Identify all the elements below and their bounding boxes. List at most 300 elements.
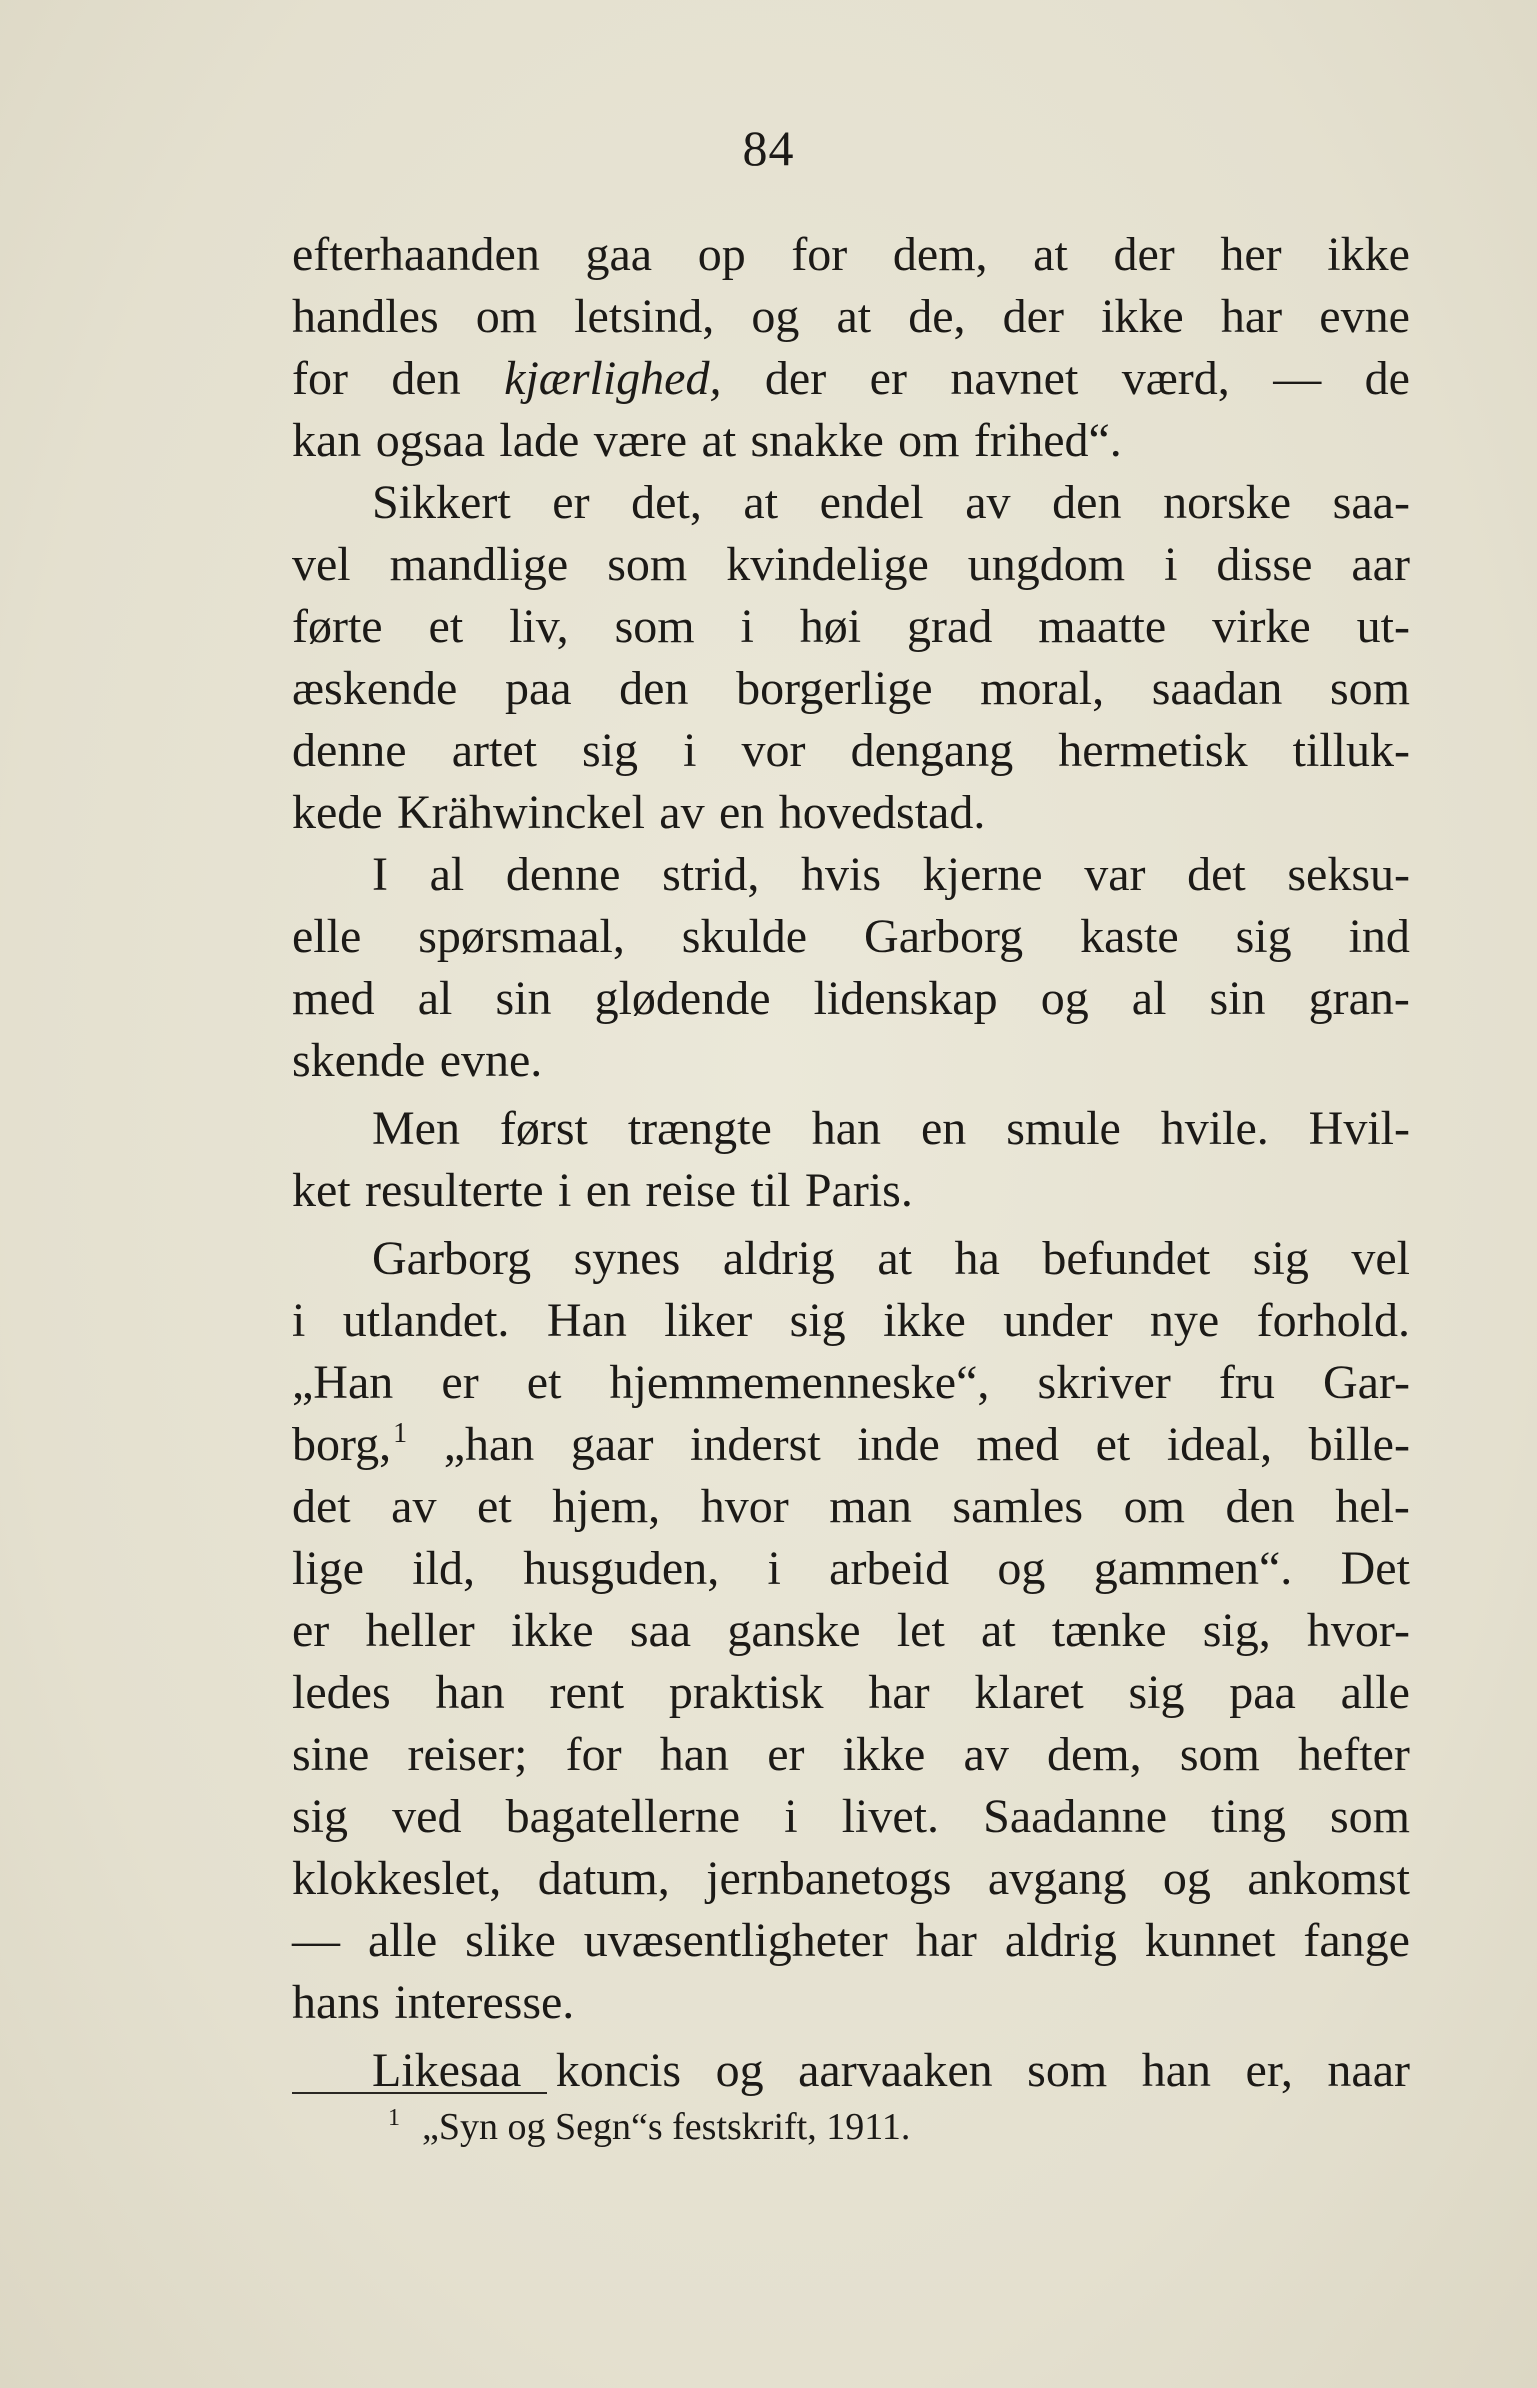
word-text: i xyxy=(558,1164,572,1217)
word xyxy=(660,1724,729,1786)
word-text: med xyxy=(976,1418,1060,1471)
word-text: hjem, xyxy=(552,1480,661,1533)
word-text: op xyxy=(697,228,746,281)
word xyxy=(392,1786,461,1848)
word-text: ut- xyxy=(1356,600,1410,653)
word xyxy=(292,906,361,968)
word-text: om xyxy=(475,290,538,343)
word xyxy=(1309,1414,1410,1476)
word-text: fru xyxy=(1218,1356,1275,1409)
word-text: om xyxy=(1123,1480,1185,1533)
word-text: klaret xyxy=(974,1666,1084,1719)
word xyxy=(719,782,764,844)
word xyxy=(412,1538,475,1600)
word-text: dengang xyxy=(850,724,1014,777)
word-text: og xyxy=(1040,972,1089,1025)
footnote-marker: 1 xyxy=(388,2105,400,2131)
word-text: maatte xyxy=(1038,600,1167,653)
word-text: av xyxy=(965,476,1011,529)
word-text: som xyxy=(1027,2044,1108,2097)
word-text: har xyxy=(1220,290,1283,343)
word xyxy=(1145,1910,1276,1972)
word xyxy=(292,658,457,720)
word-text: en xyxy=(920,1102,967,1155)
word xyxy=(1216,534,1312,596)
word xyxy=(751,286,799,348)
word-text: bille- xyxy=(1308,1418,1410,1471)
word-text: sig xyxy=(1235,910,1292,963)
word-text: — xyxy=(1273,352,1322,405)
word-text: dem, xyxy=(892,228,988,281)
word-text: for xyxy=(292,352,348,405)
word-text: er xyxy=(767,1728,805,1781)
word xyxy=(552,472,589,534)
word xyxy=(1080,906,1179,968)
word xyxy=(610,1352,990,1414)
word-text: norske xyxy=(1163,476,1292,529)
word xyxy=(292,1972,380,2034)
word xyxy=(1047,1724,1142,1786)
text-line xyxy=(292,1414,1410,1476)
word xyxy=(1323,1352,1410,1414)
word-text: her xyxy=(1220,228,1282,281)
word xyxy=(607,534,687,596)
word-text: tilluk- xyxy=(1292,724,1410,777)
word-text: i xyxy=(683,724,697,777)
word xyxy=(292,596,383,658)
word-text: resulterte xyxy=(365,1164,544,1217)
word xyxy=(550,1662,625,1724)
word xyxy=(1257,1290,1410,1352)
word xyxy=(974,1662,1083,1724)
word-text: paa xyxy=(1229,1666,1296,1719)
word-text: de xyxy=(1364,352,1410,405)
word xyxy=(292,968,375,1030)
word-text: er xyxy=(441,1356,479,1409)
word-text: som xyxy=(614,600,695,653)
word-text: Garborg xyxy=(372,1232,532,1285)
word xyxy=(791,224,847,286)
word-text: hefter xyxy=(1298,1728,1410,1781)
word xyxy=(292,286,439,348)
word xyxy=(965,472,1010,534)
word xyxy=(552,1476,660,1538)
word-text: gammen“. xyxy=(1093,1542,1293,1595)
word xyxy=(1211,1786,1286,1848)
word xyxy=(527,1352,562,1414)
text-line xyxy=(292,224,1410,286)
text-line xyxy=(292,1030,1410,1092)
word-text: i xyxy=(784,1790,798,1843)
word xyxy=(706,1848,951,1910)
word xyxy=(716,2040,764,2102)
word-text: der xyxy=(1113,228,1175,281)
word-text: kan xyxy=(292,414,362,467)
word xyxy=(505,658,572,720)
word-text: utlandet. xyxy=(342,1294,510,1347)
word xyxy=(952,1476,1083,1538)
word xyxy=(292,348,348,410)
word xyxy=(812,1098,881,1160)
word xyxy=(1058,720,1247,782)
word xyxy=(585,224,652,286)
word-text: en xyxy=(585,1164,632,1217)
word-text: ting xyxy=(1211,1790,1286,1843)
word xyxy=(1203,1600,1271,1662)
footnote xyxy=(388,2102,910,2152)
word-text: Paris. xyxy=(804,1164,913,1217)
word-text: han xyxy=(659,1728,730,1781)
word xyxy=(921,1098,966,1160)
word-text: at xyxy=(701,414,737,467)
word xyxy=(495,968,551,1030)
word xyxy=(645,1160,736,1222)
word-text: at xyxy=(1033,228,1068,281)
word-text: aar xyxy=(1351,538,1410,591)
word-text: sig xyxy=(1252,1232,1309,1285)
word xyxy=(893,224,988,286)
word xyxy=(664,1290,752,1352)
word xyxy=(418,906,625,968)
word-text: hvis xyxy=(801,848,882,901)
word-text: kjerne xyxy=(922,848,1043,901)
word xyxy=(1246,2040,1293,2102)
word-text: — xyxy=(292,1914,340,1967)
word-text: evne xyxy=(1319,290,1410,343)
word xyxy=(726,534,929,596)
word xyxy=(1309,968,1410,1030)
word xyxy=(292,1848,501,1910)
word xyxy=(742,720,806,782)
word xyxy=(584,1910,888,1972)
word-text: hovedstad. xyxy=(778,786,986,839)
word xyxy=(968,534,1125,596)
word xyxy=(1307,1600,1410,1662)
word xyxy=(1052,1600,1167,1662)
word xyxy=(429,596,464,658)
word xyxy=(500,1098,588,1160)
text-line xyxy=(292,968,1410,1030)
word xyxy=(1327,2040,1410,2102)
word-text: sig xyxy=(789,1294,846,1347)
word-text: og xyxy=(1162,1852,1211,1905)
word-text: den xyxy=(1225,1480,1295,1533)
word-text: det xyxy=(1187,848,1246,901)
word xyxy=(372,1098,460,1160)
word-text: hvor xyxy=(700,1480,789,1533)
word xyxy=(877,1228,912,1290)
word-text: saa xyxy=(629,1604,692,1657)
word-text: gran- xyxy=(1308,972,1410,1025)
word-text: der xyxy=(764,352,827,405)
body-text xyxy=(292,224,1410,2102)
word-text: han xyxy=(435,1666,505,1719)
word-text: en xyxy=(719,786,765,839)
word xyxy=(1341,1538,1410,1600)
text-line xyxy=(292,596,1410,658)
word-text: kjærlighed, xyxy=(504,352,722,405)
word xyxy=(1124,1476,1185,1538)
word-text: skriver xyxy=(1037,1356,1171,1409)
word-text: det, xyxy=(631,476,702,529)
word-text: Hvil- xyxy=(1308,1102,1410,1155)
word xyxy=(1042,1228,1210,1290)
word xyxy=(465,1910,556,1972)
word xyxy=(430,844,465,906)
word-text: ogsaa xyxy=(375,414,485,467)
word xyxy=(444,1414,535,1476)
word-text: i xyxy=(292,1294,306,1347)
word xyxy=(784,1786,797,1848)
word xyxy=(292,1538,364,1600)
word xyxy=(1084,844,1145,906)
word-text: Garborg xyxy=(864,910,1024,963)
word-text: kaste xyxy=(1080,910,1179,963)
word xyxy=(292,1476,351,1538)
word xyxy=(595,968,771,1030)
word-text: man xyxy=(829,1480,912,1533)
word-text: de, xyxy=(908,290,966,343)
word-text: moral, xyxy=(980,662,1105,715)
word xyxy=(571,1414,654,1476)
word-text: tænke xyxy=(1051,1604,1167,1657)
word-text: ind xyxy=(1348,910,1410,963)
word-text: handles xyxy=(292,290,439,343)
word xyxy=(851,720,1014,782)
word xyxy=(1038,596,1166,658)
word-text: og xyxy=(997,1542,1046,1595)
word xyxy=(1247,1848,1410,1910)
word xyxy=(1096,1414,1131,1476)
word-text: ungdom xyxy=(967,538,1126,591)
word-text: hvor- xyxy=(1306,1604,1410,1657)
word-text: ikke xyxy=(883,1294,966,1347)
word-text: frihed“. xyxy=(973,414,1122,467)
word-text: var xyxy=(1084,848,1146,901)
word-text: liv, xyxy=(509,600,569,653)
word-text: ankomst xyxy=(1247,1852,1410,1905)
word xyxy=(594,410,687,472)
word xyxy=(292,1030,425,1092)
word xyxy=(523,1538,719,1600)
word-text: snakke xyxy=(750,414,884,467)
word-text: fange xyxy=(1303,1914,1410,1967)
word xyxy=(506,844,621,906)
word-text: vel xyxy=(292,538,351,591)
word xyxy=(343,1290,510,1352)
word xyxy=(452,720,537,782)
word xyxy=(397,782,645,844)
word-text: skende xyxy=(292,1034,426,1087)
word xyxy=(1298,1724,1410,1786)
word xyxy=(750,1160,790,1222)
word-text: I xyxy=(372,848,388,901)
word xyxy=(988,1848,1127,1910)
word-text: livet. xyxy=(841,1790,939,1843)
word xyxy=(566,1724,622,1786)
word xyxy=(798,2040,993,2102)
word xyxy=(372,1228,531,1290)
word-text: ved xyxy=(392,1790,462,1843)
word xyxy=(394,1972,574,2034)
text-line xyxy=(292,472,1410,534)
word-text: er xyxy=(552,476,590,529)
word-text: praktisk xyxy=(668,1666,824,1719)
word-text: har xyxy=(915,1914,977,1967)
word xyxy=(669,1662,824,1724)
word xyxy=(1152,658,1283,720)
word xyxy=(1187,844,1246,906)
text-line xyxy=(292,410,1410,472)
word-text: interesse. xyxy=(394,1976,575,2029)
word-text: den xyxy=(1052,476,1122,529)
word-text: inderst xyxy=(690,1418,821,1471)
word-text: han xyxy=(1141,2044,1211,2097)
word xyxy=(1038,1352,1171,1414)
word-text: navnet xyxy=(950,352,1079,405)
word xyxy=(662,844,759,906)
word-text: vel xyxy=(1351,1232,1410,1285)
word xyxy=(743,472,778,534)
word xyxy=(1319,286,1410,348)
word xyxy=(292,720,407,782)
word-text: aldrig xyxy=(722,1232,835,1285)
word-text: med xyxy=(292,972,375,1025)
word-text: al xyxy=(429,848,465,901)
word-text: at xyxy=(981,1604,1016,1657)
word xyxy=(1003,286,1064,348)
text-line xyxy=(292,906,1410,968)
word xyxy=(870,348,907,410)
word-text: efterhaanden xyxy=(292,228,540,281)
word xyxy=(898,410,959,472)
word-text: og xyxy=(715,2044,764,2097)
word xyxy=(391,348,460,410)
word-text: kunnet xyxy=(1144,1914,1276,1967)
word xyxy=(1365,348,1410,410)
word-text: lidenskap xyxy=(813,972,998,1025)
word xyxy=(829,1476,912,1538)
word-text: reiser; xyxy=(407,1728,528,1781)
word xyxy=(701,1476,789,1538)
text-line xyxy=(292,348,1410,410)
word-text: ideal, xyxy=(1166,1418,1273,1471)
word-text: arbeid xyxy=(829,1542,950,1595)
word xyxy=(1163,472,1291,534)
word-text: borg, xyxy=(292,1418,392,1471)
word xyxy=(923,844,1043,906)
word xyxy=(619,658,688,720)
word xyxy=(538,1848,670,1910)
word xyxy=(1094,1538,1293,1600)
word xyxy=(372,844,388,906)
word xyxy=(976,1414,1059,1476)
word xyxy=(1351,1228,1410,1290)
word-text: sig xyxy=(1128,1666,1185,1719)
word xyxy=(820,472,924,534)
word xyxy=(1212,596,1311,658)
word-text: høi xyxy=(799,600,862,653)
word-text: disse xyxy=(1216,538,1313,591)
word-text: datum, xyxy=(537,1852,670,1905)
word xyxy=(1220,224,1281,286)
word xyxy=(916,1910,977,1972)
word xyxy=(1142,2040,1211,2102)
word xyxy=(950,348,1078,410)
word xyxy=(868,1662,929,1724)
word-text: om xyxy=(898,414,960,467)
word-text: elle xyxy=(292,910,362,963)
word-text: strid, xyxy=(662,848,760,901)
word-text: Gar- xyxy=(1323,1356,1410,1409)
word xyxy=(981,1600,1016,1662)
word xyxy=(954,1228,999,1290)
word xyxy=(765,348,826,410)
word-text: der xyxy=(1002,290,1064,343)
word xyxy=(864,906,1023,968)
word-text: sin xyxy=(1209,972,1266,1025)
word xyxy=(659,782,704,844)
word xyxy=(292,1290,305,1352)
word-text: aarvaaken xyxy=(798,2044,993,2097)
word-text: hvile. xyxy=(1160,1102,1269,1155)
word xyxy=(1003,1290,1112,1352)
text-line xyxy=(292,1352,1410,1414)
word xyxy=(723,1228,835,1290)
word xyxy=(897,1600,945,1662)
word-text: avgang xyxy=(987,1852,1127,1905)
text-line xyxy=(292,1290,1410,1352)
word-text: ledes xyxy=(292,1666,391,1719)
word xyxy=(1293,720,1410,782)
word xyxy=(750,410,883,472)
word xyxy=(1167,1414,1272,1476)
word-text: har xyxy=(868,1666,930,1719)
text-line xyxy=(292,782,1410,844)
word-text: i xyxy=(767,1542,781,1595)
word-text: ikke xyxy=(842,1728,926,1781)
word xyxy=(836,286,871,348)
word xyxy=(857,1414,940,1476)
word xyxy=(586,1160,631,1222)
word-text: heller xyxy=(365,1604,475,1657)
word xyxy=(372,472,511,534)
word-text: rent xyxy=(549,1666,625,1719)
word xyxy=(779,782,986,844)
word-text: hermetisk xyxy=(1058,724,1248,777)
word xyxy=(292,534,351,596)
word-text: samles xyxy=(952,1480,1084,1533)
word xyxy=(1164,534,1177,596)
word xyxy=(1161,1098,1269,1160)
word-text: glødende xyxy=(594,972,771,1025)
word xyxy=(506,1786,741,1848)
word xyxy=(1005,1910,1117,1972)
word-text: æskende xyxy=(292,662,458,715)
text-line xyxy=(292,1098,1410,1160)
word-text: grad xyxy=(907,600,993,653)
text-line xyxy=(292,1476,1410,1538)
text-line xyxy=(292,1786,1410,1848)
text-line xyxy=(292,286,1410,348)
word xyxy=(1287,844,1410,906)
text-line xyxy=(292,1538,1410,1600)
word xyxy=(628,1098,772,1160)
word xyxy=(365,1160,544,1222)
word-text: sine xyxy=(292,1728,370,1781)
word xyxy=(907,596,992,658)
word-text: som xyxy=(1329,1790,1410,1843)
